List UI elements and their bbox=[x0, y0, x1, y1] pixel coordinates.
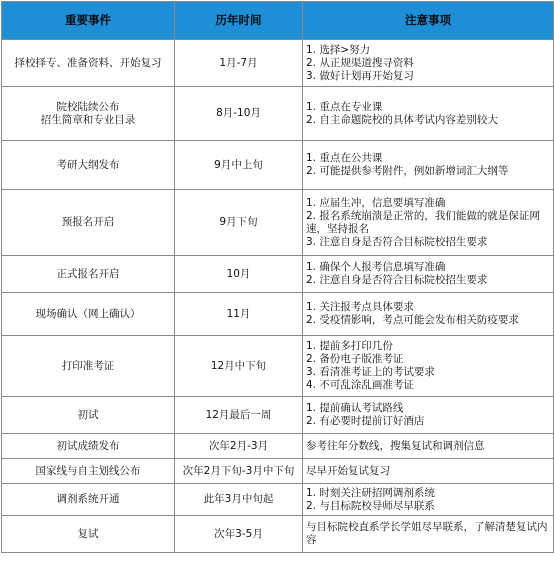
note-line: 1. 确保个人报考信息填写准确 bbox=[306, 261, 446, 273]
event-cell bbox=[2, 40, 175, 87]
table-row bbox=[2, 459, 554, 484]
event-cell bbox=[2, 516, 175, 553]
notes-cell bbox=[303, 336, 554, 397]
event-cell bbox=[2, 256, 175, 293]
table-row bbox=[2, 434, 554, 459]
note-line: 1. 应届生冲，信息要填写准确 bbox=[306, 196, 446, 209]
note-line: 参考往年分数线，搜集复试和调剂信息 bbox=[306, 439, 485, 452]
notes-cell bbox=[303, 459, 554, 484]
event-cell bbox=[2, 293, 175, 336]
header-time: 历年时间 bbox=[175, 2, 303, 40]
time-cell: 次年2月下旬-3月中下旬 bbox=[175, 459, 303, 484]
time-cell: 12月最后一周 bbox=[175, 397, 303, 434]
note-line: 1. 重点在公共课 bbox=[306, 152, 383, 164]
note-line: 2. 从正规渠道搜寻资料 bbox=[306, 56, 414, 69]
note-line: 1. 时刻关注研招网调剂系统 bbox=[306, 486, 435, 499]
notes-cell bbox=[303, 87, 554, 141]
event-cell bbox=[2, 190, 175, 256]
time-cell: 10月 bbox=[175, 256, 303, 293]
notes-cell bbox=[303, 141, 554, 190]
note-line: 4. 不可乱涂乱画准考证 bbox=[306, 379, 414, 391]
note-line: 2. 备份电子版准考证 bbox=[306, 353, 404, 365]
time-cell: 11月 bbox=[175, 293, 303, 336]
note-line: 1. 关注报考点具体要求 bbox=[306, 301, 414, 313]
event-text: 初试成绩发布 bbox=[56, 439, 120, 452]
event-cell bbox=[2, 459, 175, 484]
event-text: 打印准考证 bbox=[61, 359, 115, 372]
table-row bbox=[2, 336, 554, 397]
table-row bbox=[2, 516, 554, 553]
notes-cell bbox=[303, 40, 554, 87]
event-text: 初试 bbox=[77, 408, 99, 421]
note-line: 3. 做好计划再开始复习 bbox=[306, 69, 414, 82]
time-cell: 次年2月-3月 bbox=[175, 434, 303, 459]
note-line: 与目标院校直系学长学姐尽早联系，了解清楚复试内容 bbox=[306, 521, 548, 546]
note-line: 3. 注意自身是否符合目标院校招生要求 bbox=[306, 235, 488, 248]
notes-cell bbox=[303, 190, 554, 256]
notes-cell bbox=[303, 293, 554, 336]
time-cell: 9月下旬 bbox=[175, 190, 303, 256]
table-row bbox=[2, 40, 554, 87]
event-text: 调剂系统开通 bbox=[56, 493, 120, 505]
event-cell bbox=[2, 434, 175, 459]
notes-cell bbox=[303, 256, 554, 293]
note-line: 2. 与目标院校导师尽早联系 bbox=[306, 499, 435, 512]
event-text: 国家线与自主划线公布 bbox=[35, 464, 141, 477]
table-row bbox=[2, 397, 554, 434]
note-line: 1. 重点在专业课 bbox=[306, 100, 383, 113]
table-row bbox=[2, 87, 554, 141]
table-row bbox=[2, 484, 554, 516]
notes-cell bbox=[303, 397, 554, 434]
header-row bbox=[2, 2, 554, 40]
note-line: 2. 可能提供参考附件，例如新增词汇大纲等 bbox=[306, 165, 509, 177]
note-line: 尽早开始复试复习 bbox=[306, 464, 390, 477]
note-line: 2. 报名系统崩溃是正常的，我们能做的就是保证网速，坚持报名 bbox=[306, 209, 540, 235]
time-cell: 次年3-5月 bbox=[175, 516, 303, 553]
event-text: 复试 bbox=[77, 527, 99, 540]
table-row bbox=[2, 141, 554, 190]
schedule-body bbox=[2, 40, 554, 553]
note-line: 2. 受疫情影响，考点可能会发布相关防疫要求 bbox=[306, 314, 519, 326]
table-row bbox=[2, 256, 554, 293]
note-line: 1. 提前确认考试路线 bbox=[306, 402, 404, 414]
note-line: 2. 有必要时提前订好酒店 bbox=[306, 415, 425, 427]
event-text: 正式报名开启 bbox=[56, 267, 120, 280]
time-cell: 9月中上旬 bbox=[175, 141, 303, 190]
note-line: 2. 注意自身是否符合目标院校招生要求 bbox=[306, 274, 488, 286]
event-cell bbox=[2, 87, 175, 141]
time-cell: 12月中下旬 bbox=[175, 336, 303, 397]
time-cell: 8月-10月 bbox=[175, 87, 303, 141]
event-text: 现场确认（网上确认） bbox=[35, 307, 141, 320]
notes-cell bbox=[303, 434, 554, 459]
event-cell bbox=[2, 336, 175, 397]
note-line: 3. 看清准考证上的考试要求 bbox=[306, 366, 435, 378]
event-text: 考研大纲发布 bbox=[56, 158, 120, 171]
time-cell: 1月-7月 bbox=[175, 40, 303, 87]
event-cell bbox=[2, 484, 175, 516]
note-line: 2. 自主命题院校的具体考试内容差别较大 bbox=[306, 113, 498, 126]
table-row bbox=[2, 293, 554, 336]
event-text: 院校陆续公布 bbox=[56, 100, 120, 113]
event-text: 预报名开启 bbox=[61, 216, 115, 228]
event-cell bbox=[2, 141, 175, 190]
schedule-table bbox=[1, 1, 554, 553]
event-text: 招生简章和专业目录 bbox=[40, 113, 136, 126]
time-cell: 此年3月中旬起 bbox=[175, 484, 303, 516]
note-line: 1. 选择>努力 bbox=[306, 43, 371, 56]
note-line: 1. 提前多打印几份 bbox=[306, 340, 393, 352]
notes-cell bbox=[303, 484, 554, 516]
header-notes: 注意事项 bbox=[303, 2, 554, 40]
event-text: 择校择专、准备资料、开始复习 bbox=[14, 56, 162, 69]
event-cell bbox=[2, 397, 175, 434]
table-row bbox=[2, 190, 554, 256]
notes-cell bbox=[303, 516, 554, 553]
header-event: 重要事件 bbox=[2, 2, 175, 40]
